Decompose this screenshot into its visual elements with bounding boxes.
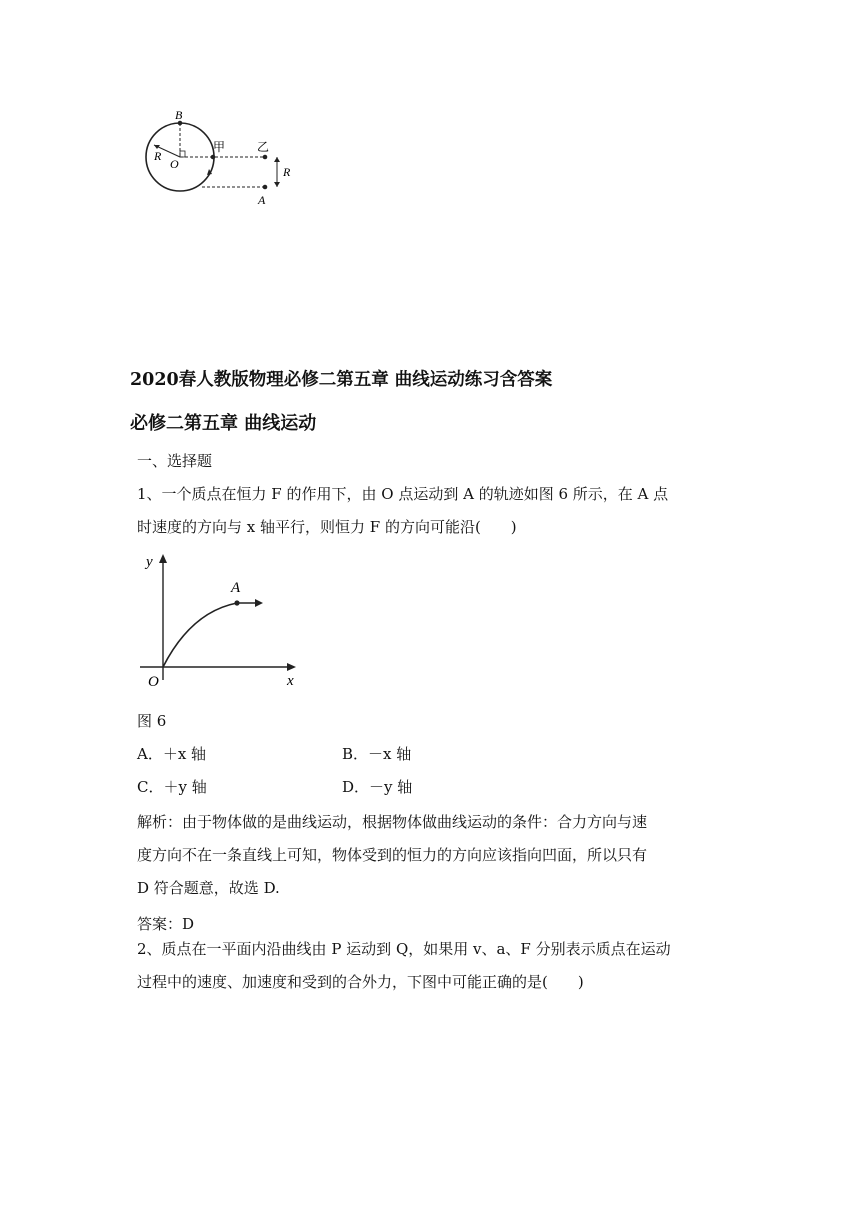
right-angle-mark	[180, 151, 185, 157]
label-o: O	[170, 157, 179, 171]
label-b: B	[175, 108, 183, 122]
option-d: D．－y 轴	[342, 778, 413, 796]
question-2-line: 过程中的速度、加速度和受到的合外力，下图中可能正确的是( )	[137, 973, 584, 991]
analysis-text	[137, 806, 737, 905]
document-title: 2020春人教版物理必修二第五章 曲线运动练习含答案	[130, 370, 553, 390]
chapter-subtitle: 必修二第五章 曲线运动	[130, 413, 317, 434]
question-1-line: 1、一个质点在恒力 F 的作用下，由 O 点运动到 A 的轨迹如图 6 所示，在 A 点	[137, 485, 669, 503]
label-jia: 甲	[213, 140, 226, 154]
point-a	[263, 185, 268, 190]
analysis-line: D 符合题意，故选 D.	[137, 879, 280, 897]
label-r-right: R	[283, 165, 291, 179]
question-2-line: 2、质点在一平面内沿曲线由 P 运动到 Q，如果用 v、a、F 分别表示质点在运动	[137, 940, 671, 958]
graph-figure-6	[136, 548, 306, 693]
trajectory-curve	[163, 603, 237, 667]
analysis-line: 度方向不在一条直线上可知，物体受到的恒力的方向应该指向凹面，所以只有	[137, 846, 648, 864]
point-yi	[263, 155, 268, 160]
point-jia	[211, 155, 216, 160]
section-heading: 一、选择题	[137, 452, 213, 470]
point-a-label: A	[231, 580, 241, 596]
label-a: A	[258, 193, 266, 207]
analysis-line: 解析：由于物体做的是曲线运动，根据物体做曲线运动的条件：合力方向与速	[137, 813, 648, 831]
y-axis-label: y	[146, 554, 153, 570]
origin-label: O	[148, 674, 159, 690]
option-c: C．＋y 轴	[137, 778, 207, 796]
option-b: B．－x 轴	[342, 745, 412, 763]
question-2-text	[137, 933, 737, 999]
x-axis-label: x	[287, 673, 294, 689]
label-yi: 乙	[257, 140, 270, 154]
figure-caption: 图 6	[137, 712, 167, 730]
option-a: A．＋x 轴	[137, 745, 207, 763]
question-1-text	[137, 478, 737, 544]
answer-text: 答案：D	[137, 915, 195, 933]
circle-figure	[140, 105, 300, 210]
label-r-left: R	[154, 149, 162, 163]
question-1-line: 时速度的方向与 x 轴平行，则恒力 F 的方向可能沿( )	[137, 518, 517, 536]
